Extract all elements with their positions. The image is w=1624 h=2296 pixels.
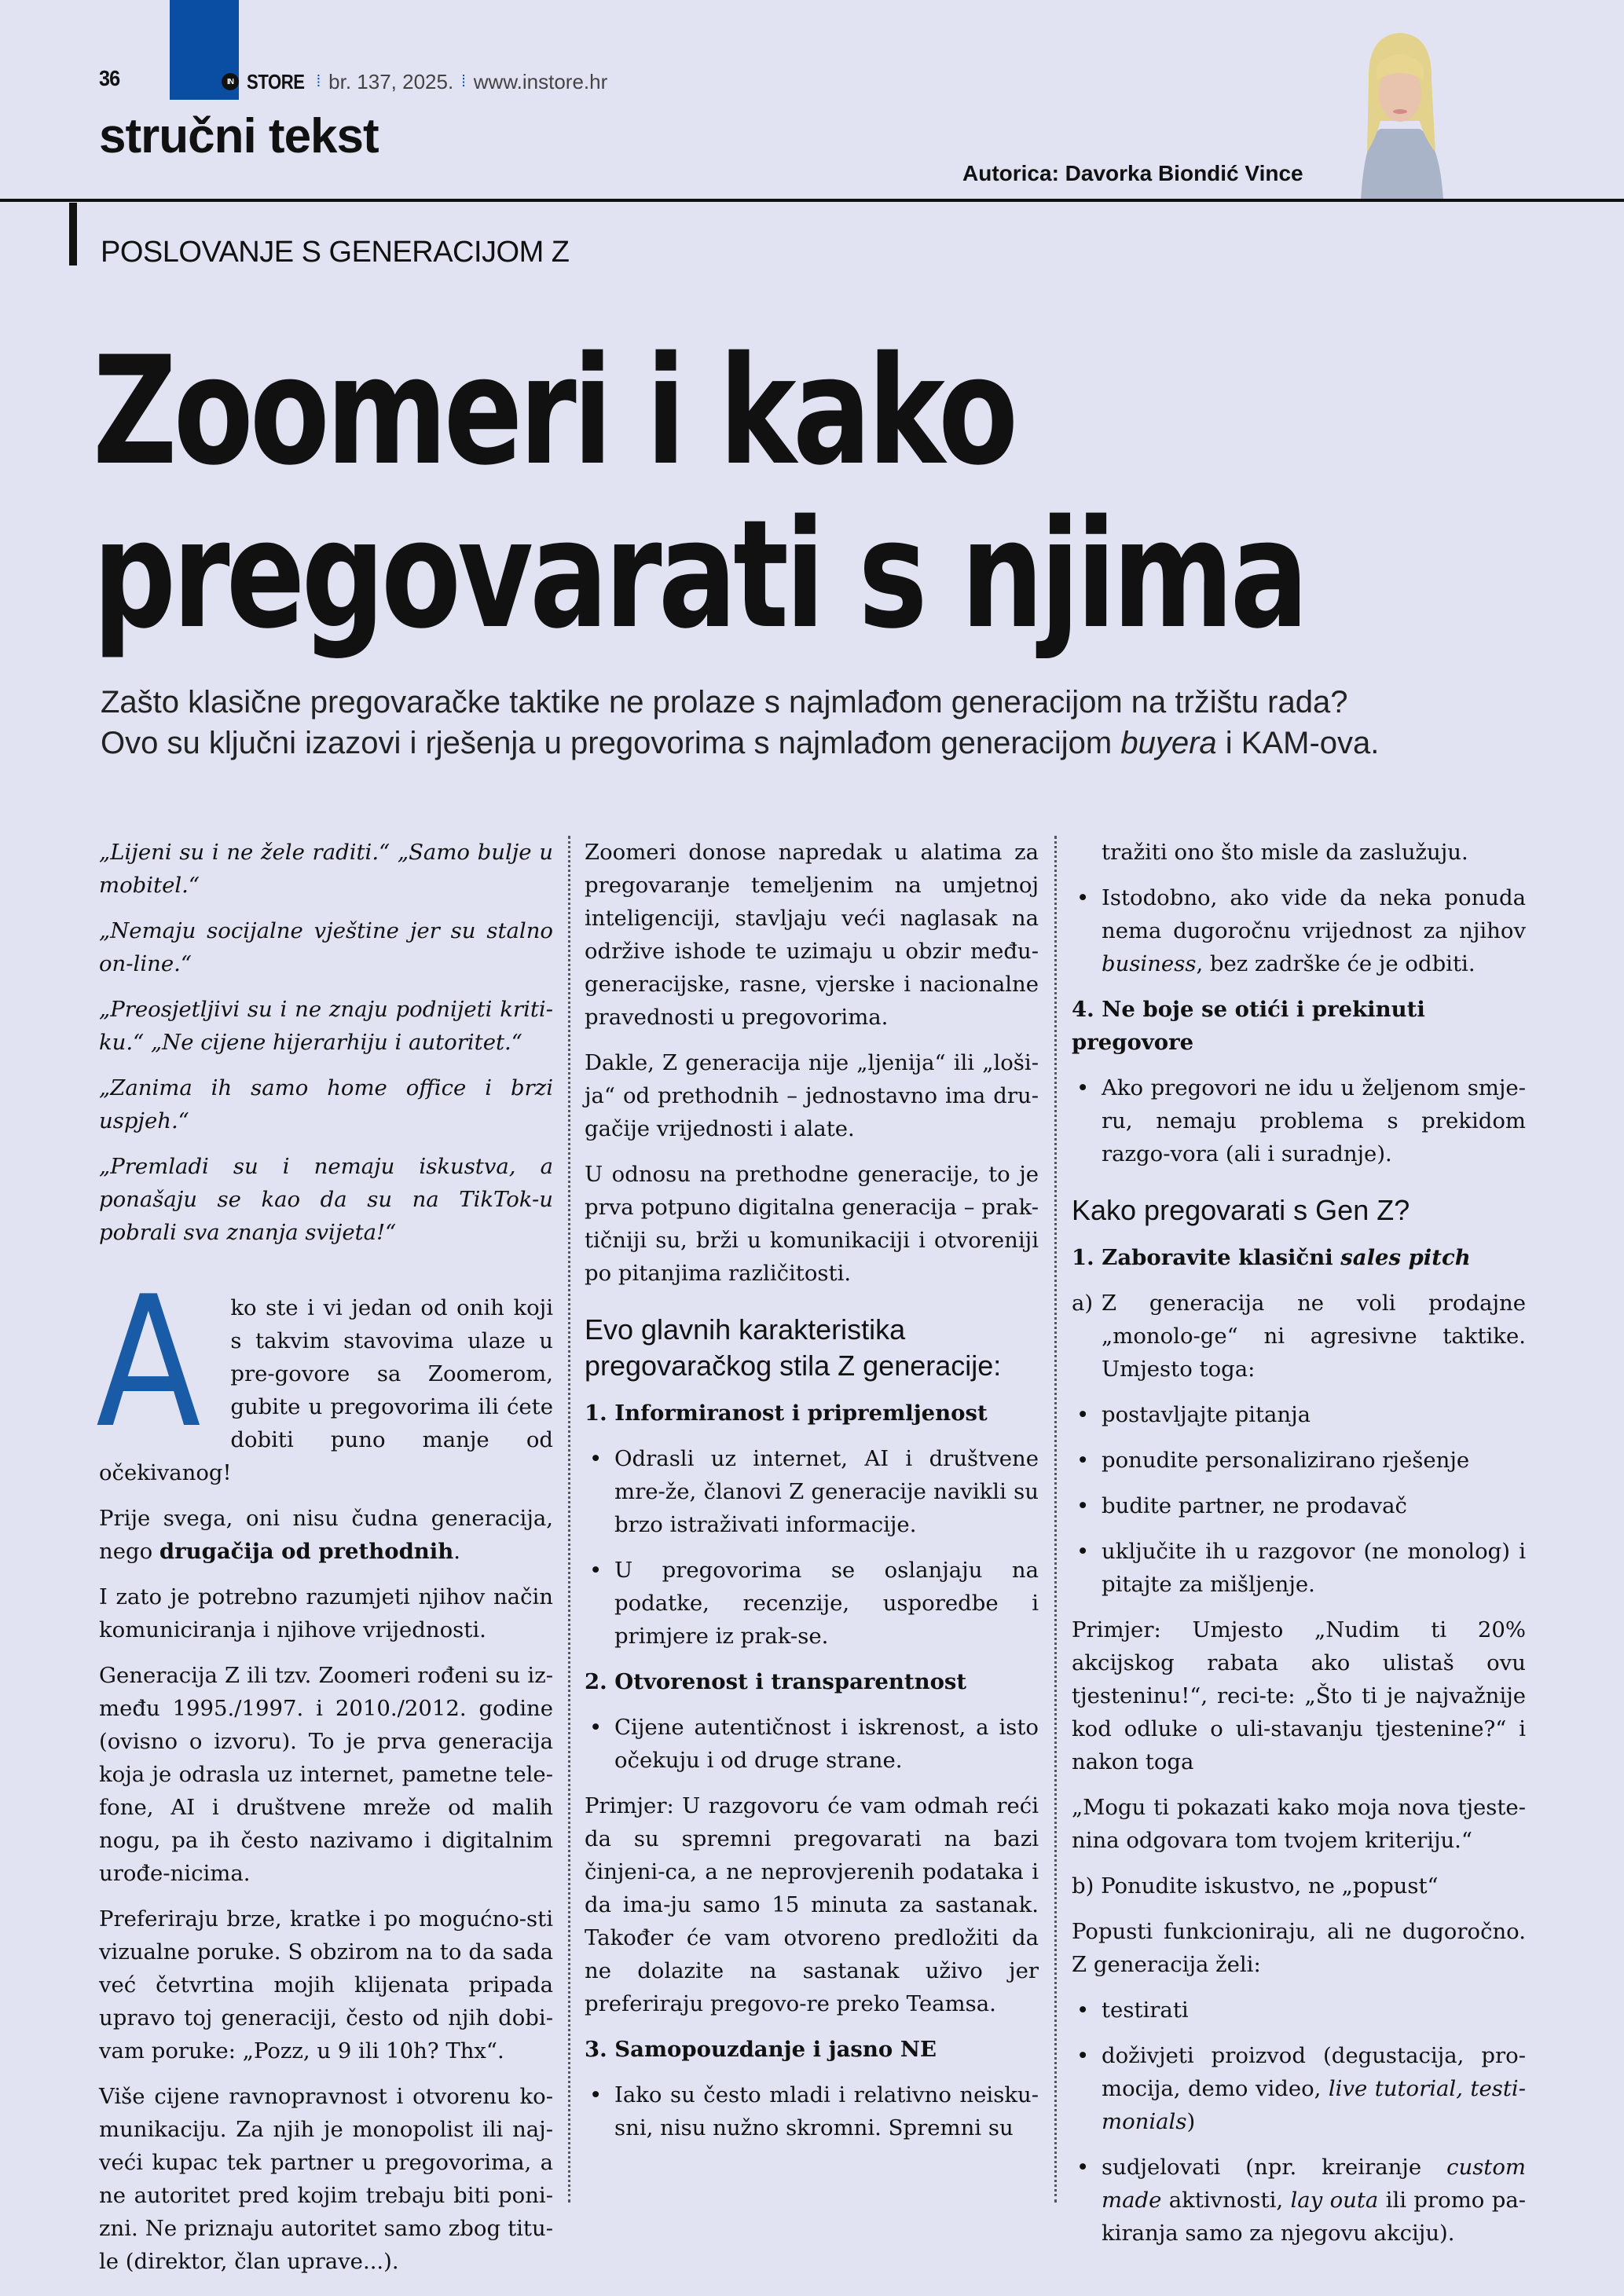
paragraph: Popusti funkcioniraju, ali ne dugoročno. Z generacija želi: <box>1072 1919 1526 1977</box>
headline-line: Zoomeri i kako <box>93 324 1015 498</box>
lead-text: i KAM-ova. <box>1216 726 1380 760</box>
text: doživjeti proizvod (degustacija, pro-mocija, demo video, <box>1102 2043 1526 2101</box>
letter-label: a) <box>1072 1291 1094 1316</box>
text: , bez zadrške će je odbiti. <box>1196 951 1476 976</box>
paragraph <box>99 1502 553 1568</box>
bullet-item: • budite partner, ne prodavač <box>1072 1489 1526 1522</box>
text: 1. Zaboravite klasični <box>1072 1245 1341 1270</box>
in-logo-icon: IN <box>222 73 239 90</box>
separator-icon: ⁞ <box>461 72 466 90</box>
magazine-name: STORE <box>247 69 305 93</box>
paragraph: Više cijene ravnopravnost i otvorenu ko-munikaciju. Za njih je monopolist ili naj-veći kupac tek partner u pregovorima, a ne autoritet pred kojim trebaju biti poni-zni. Ne priznaju autoritet samo zbog titu-le (direktor, član uprave...). <box>99 2084 553 2274</box>
emphasis: lay outa <box>1290 2188 1379 2213</box>
numbered-heading <box>1072 1241 1526 1274</box>
bullet-item <box>1072 2151 1526 2250</box>
column-divider <box>568 836 570 2203</box>
section-title: stručni tekst <box>99 109 379 163</box>
intro-text: ko ste i vi jedan od onih koji s takvim stavovima ulaze u pre-govore sa Zoomerom, gubite u pregovorima ili ćete dobiti puno manje od očekivanog! <box>99 1295 553 1485</box>
headline-line: pregovarati s njima <box>93 488 1305 661</box>
author-byline: Autorica: Davorka Biondić Vince <box>962 161 1303 185</box>
stereotype-quote: „Lijeni su i ne žele raditi.“ „Samo bulje u mobitel.“ <box>99 840 553 898</box>
text: Prije svega, oni nisu čudna generacija, nego <box>99 1506 553 1564</box>
quote-paragraph: „Mogu ti pokazati kako moja nova tjeste-nina odgovara tom tvojem kriteriju.“ <box>1072 1795 1526 1853</box>
bullet-item: • testirati <box>1072 1994 1526 2027</box>
lettered-heading: b) Ponudite iskustvo, ne „popust“ <box>1072 1873 1439 1899</box>
text: ili promo pa-kiranja samo za njegovu akciju). <box>1102 2188 1527 2246</box>
subheading: Kako pregovarati s Gen Z? <box>1072 1194 1410 1226</box>
article-column-1 <box>96 836 553 2291</box>
article-column-2 <box>585 836 1039 2157</box>
intro-paragraph <box>96 1258 553 1489</box>
numbered-heading: 1. Informiranost i pripremljenost <box>585 1401 988 1426</box>
bullet-item: • uključite ih u razgovor (ne monolog) i pitajte za mišljenje. <box>1072 1535 1526 1601</box>
example-paragraph: Primjer: U razgovoru će vam odmah reći da su spremni pregovarati na bazi činjeni-ca, a ne neprovjerenih podataka i da ima-ju samo 15 minuta za sastanak. Također će vam otvoreno predložiti da ne dolazite na sastanak uživo jer preferiraju pregovo-re preko Teamsa. <box>585 1793 1039 2016</box>
author-portrait-image <box>1345 19 1455 200</box>
website-link[interactable]: www.instore.hr <box>473 69 608 93</box>
bullet-item: • Cijene autentičnost i iskrenost, a isto očekuju i od druge strane. <box>585 1711 1039 1777</box>
bullet-item: • ponudite personalizirano rješenje <box>1072 1444 1526 1477</box>
paragraph: U odnosu na prethodne generacije, to je prva potpuno digitalna generacija – prak-tičniji su, brži u komunikaciji i otvoreniji po pitanjima različitosti. <box>585 1162 1039 1286</box>
text: Istodobno, ako vide da neka ponuda nema dugoročnu vrijednost za njihov <box>1102 885 1526 943</box>
lead-emphasis: buyera <box>1120 726 1217 760</box>
stereotype-quote: „Premladi su i nemaju iskustva, a ponašaju se kao da su na TikTok-u pobrali sva znanja svijeta!“ <box>99 1154 553 1245</box>
bullet-item <box>1072 2039 1526 2138</box>
emphasis: live tutorial, testi-monials <box>1102 2076 1526 2134</box>
article-column-3 <box>1072 836 1526 2262</box>
example-paragraph: Primjer: Umjesto „Nudim ti 20% akcijskog rabata ako ulistaš ovu tjesteninu!“, reci-te: „Što ti je najvažnije kod odluke o uli-stavanju tjestenine?“ i nakon toga <box>1072 1617 1526 1774</box>
paragraph: Preferiraju brze, kratke i po mogućno-sti vizualne poruke. S obzirom na to da sada već četvrtina mojih klijenata pripada upravo toj generaciji, često od njih dobi-vam poruke: „Pozz, u 9 ili 10h? Thx“. <box>99 1906 553 2063</box>
text: Z generacija ne voli prodajne „monolo-ge“ ni agresivne taktike. Umjesto toga: <box>1102 1291 1526 1382</box>
bullet-item: • U pregovorima se oslanjaju na podatke, recenzije, usporedbe i primjere iz prak-se. <box>585 1554 1039 1653</box>
column-divider <box>1054 836 1057 2203</box>
drop-cap: A <box>96 1258 201 1468</box>
bullet-continuation: tražiti ono što misle da zaslužuju. <box>1102 840 1468 865</box>
numbered-heading: 4. Ne boje se otići i prekinuti pregovore <box>1072 997 1425 1055</box>
paragraph: Generacija Z ili tzv. Zoomeri rođeni su iz-među 1995./1997. i 2010./2012. godine (ovisno o izvoru). To je prva generacija koja je odrasla uz internet, pametne tele-fone, AI i društvene mreže od malih nogu, pa ih često nazivamo i digitalnim urođe-nicima. <box>99 1663 553 1886</box>
bullet-item <box>1072 881 1526 980</box>
article-lead <box>101 682 1578 764</box>
masthead <box>222 66 607 97</box>
numbered-heading: 2. Otvorenost i transparentnost <box>585 1669 967 1694</box>
bullet-item: • Ako pregovori ne idu u željenom smje-ru, nemaju problema s prekidom razgo-vora (ali i suradnje). <box>1072 1071 1526 1170</box>
paragraph: I zato je potrebno razumjeti njihov način komuniciranja i njihove vrijednosti. <box>99 1584 553 1642</box>
paragraph: Zoomeri donose napredak u alatima za pregovaranje temeljenim na umjetnoj inteligenciji, stavljaju veći naglasak na održive ishode te uzimaju u obzir među-generacijske, rasne, vjerske i nacionalne pravednosti u pregovorima. <box>585 840 1039 1030</box>
stereotype-quote: „Nemaju socijalne vještine jer su stalno on-line.“ <box>99 918 553 976</box>
separator-icon: ⁞ <box>316 72 321 90</box>
lettered-item <box>1072 1287 1526 1386</box>
kicker-bar <box>69 203 77 265</box>
page-number: 36 <box>99 66 120 90</box>
bullet-item: • postavljajte pitanja <box>1072 1398 1526 1431</box>
text: aktivnosti, <box>1161 2188 1291 2213</box>
subheading: Evo glavnih karakteristika pregovaračkog stila Z generacije: <box>585 1313 1002 1382</box>
emphasis: custom made <box>1102 2155 1526 2213</box>
article-headline <box>93 324 1305 661</box>
emphasis: business <box>1102 951 1197 976</box>
kicker: POSLOVANJE S GENERACIJOM Z <box>101 236 570 269</box>
numbered-heading: 3. Samopouzdanje i jasno NE <box>585 2037 937 2062</box>
stereotype-quote: „Zanima ih samo home office i brzi uspjeh.“ <box>99 1075 553 1133</box>
emphasis: sales pitch <box>1340 1245 1471 1270</box>
bullet-item: • Odrasli uz internet, AI i društvene mre-že, članovi Z generacije navikli su brzo istraživati informacije. <box>585 1442 1039 1541</box>
text: . <box>453 1539 460 1564</box>
stereotype-quote: „Preosjetljivi su i ne znaju podnijeti kriti-ku.“ „Ne cijene hijerarhiju i autoritet.“ <box>99 997 553 1055</box>
lead-text: Ovo su ključni izazovi i rješenja u pregovorima s najmlađom generacijom <box>101 726 1121 760</box>
lead-line: Zašto klasične pregovaračke taktike ne prolaze s najmlađom generacijom na tržištu rada? <box>101 685 1348 720</box>
bold-text: drugačija od prethodnih <box>159 1539 454 1564</box>
header-rule <box>0 199 1624 202</box>
lead-line <box>101 723 1578 764</box>
bullet-item: • Iako su često mladi i relativno neisku-sni, nisu nužno skromni. Spremni su <box>585 2078 1039 2144</box>
issue-number: br. 137, 2025. <box>328 69 454 93</box>
paragraph: Dakle, Z generacija nije „ljenija“ ili „loši-ja“ od prethodnih – jednostavno ima dru-gačije vrijednosti i alate. <box>585 1050 1039 1141</box>
text: ) <box>1186 2109 1196 2134</box>
text: sudjelovati (npr. kreiranje <box>1102 2155 1447 2180</box>
